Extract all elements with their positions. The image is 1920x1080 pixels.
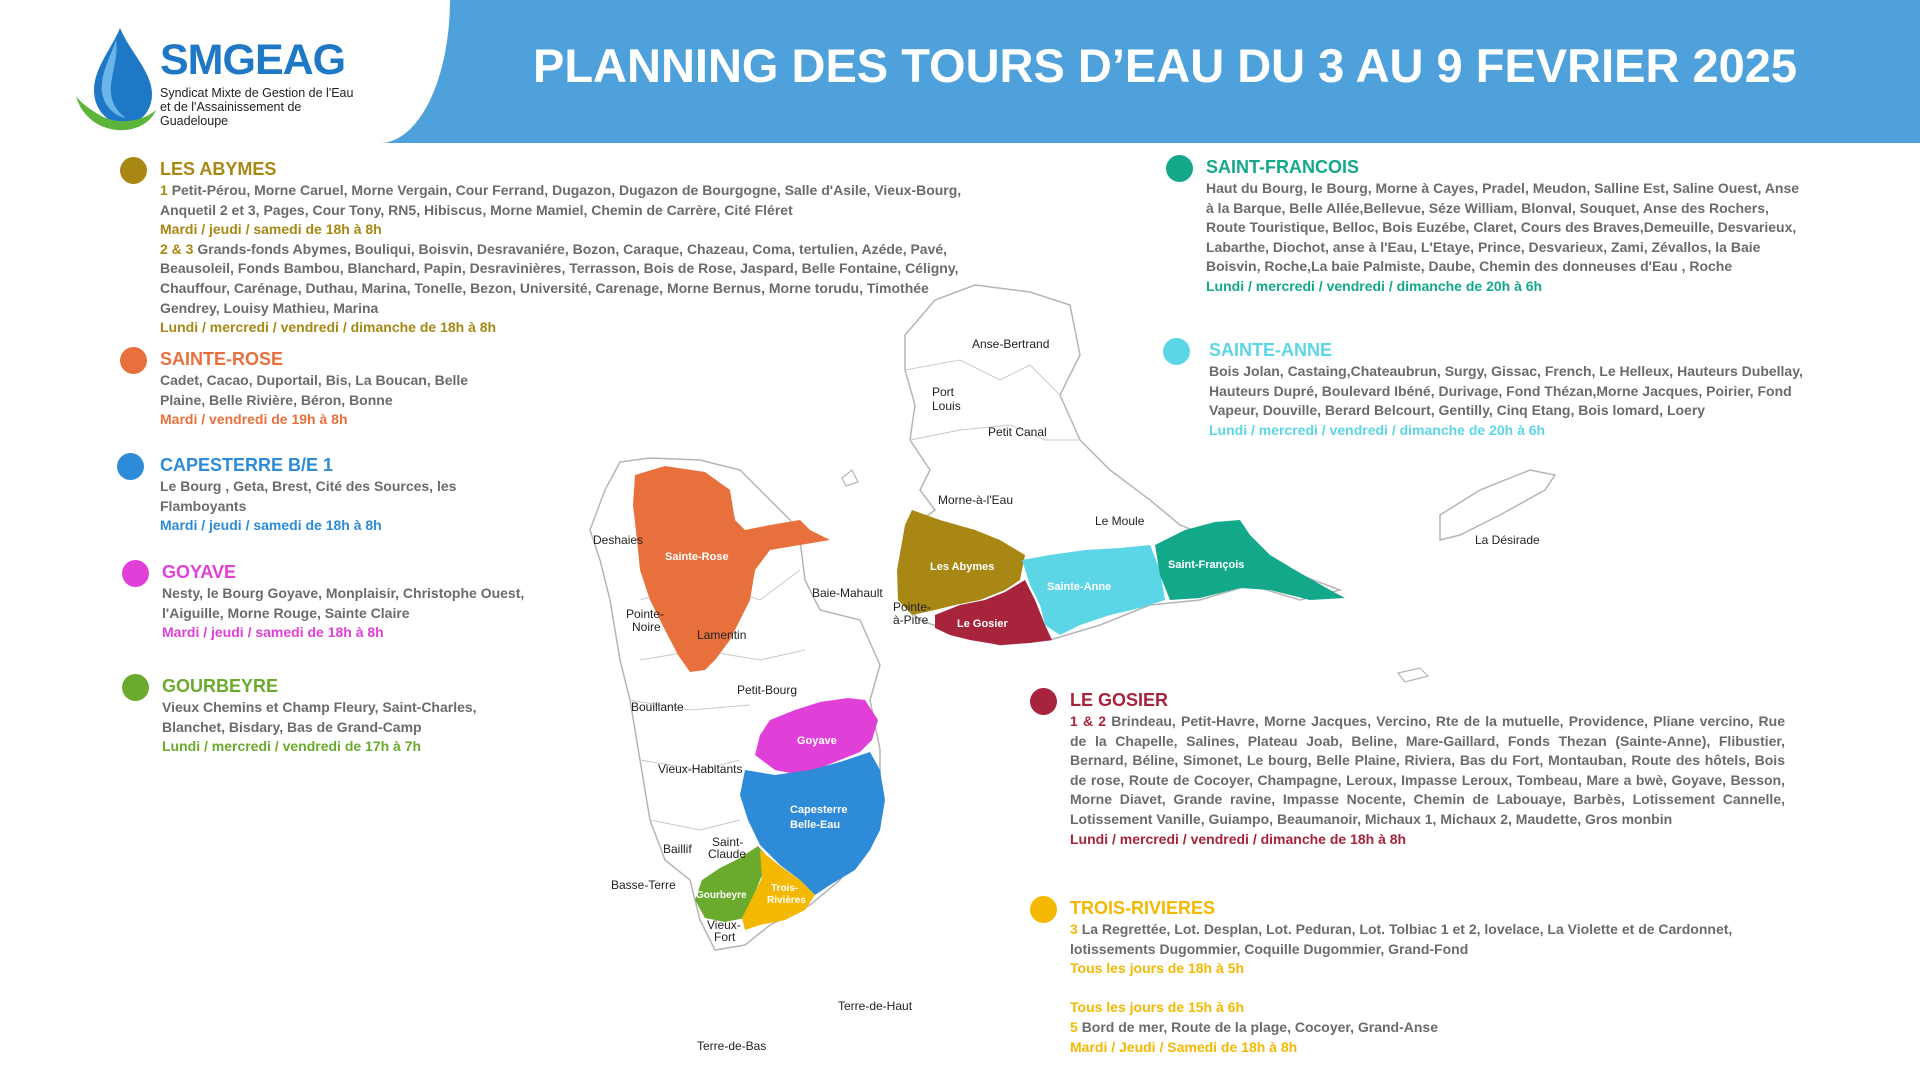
saint-francois-title: SAINT-FRANCOIS [1206, 157, 1359, 177]
sainte-rose-title: SAINTE-ROSE [160, 349, 284, 369]
capesterre-title: CAPESTERRE B/E 1 [160, 455, 334, 475]
les-abymes-bullet-icon [120, 157, 147, 184]
zone-label-capesterre: Belle-Eau [790, 819, 841, 831]
place-label: Lamentin [697, 628, 747, 642]
place-label: Vieux- [707, 918, 741, 932]
place-label: à-Pitre [893, 613, 929, 627]
place-label: La Désirade [1475, 533, 1540, 547]
zone-label-capesterre: Capesterre [790, 804, 848, 816]
place-label: Baie-Mahault [812, 586, 883, 600]
place-label: Morne-à-l'Eau [938, 493, 1013, 507]
group-schedule: Mardi / jeudi / samedi de 18h à 8h [160, 221, 382, 238]
group-number: 3 [1070, 921, 1078, 937]
goyave-bullet-icon [122, 560, 149, 587]
place-label: Saint- [712, 835, 744, 849]
les-abymes-title: LES ABYMES [160, 159, 277, 179]
schedule: Mardi / vendredi de 19h à 8h [160, 411, 348, 428]
schedule: Lundi / mercredi / vendredi de 17h à 7h [162, 738, 422, 755]
areas: Le Bourg , Geta, Brest, Cité des Sources, les Flamboyants [160, 478, 457, 514]
capesterre-bullet-icon [117, 453, 144, 480]
place-label: Terre-de-Haut [838, 999, 913, 1013]
brand-name: SMGEAG [160, 36, 346, 84]
group-schedule: Tous les jours de 15h à 6h [1070, 999, 1245, 1016]
areas: Cadet, Cacao, Duportail, Bis, La Boucan, Belle Plaine, Belle Rivière, Béron, Bonne [160, 372, 469, 408]
sainte-rose-body [160, 371, 480, 430]
group-number: 1 [160, 182, 168, 198]
group-number: 2 & 3 [160, 240, 194, 257]
saint-francois-bullet-icon [1166, 155, 1193, 182]
group-schedule: Tous les jours de 18h à 5h [1070, 960, 1245, 977]
page-title: PLANNING DES TOURS D’EAU DU 3 AU 9 FEVRIER 2025 [533, 39, 1798, 92]
place-label: Basse-Terre [611, 878, 676, 892]
place-label: Bouillante [631, 700, 684, 714]
brand-subtitle: Syndicat Mixte de Gestion de l'Eau et de l'Assainissement de Guadeloupe [160, 86, 354, 128]
group-areas: La Regrettée, Lot. Desplan, Lot. Peduran, Lot. Tolbiac 1 et 2, lovelace, La Violette et de Cardonnet, lotissements Dugommier, Coquille Dugommier, Grand-Fond [1070, 921, 1733, 957]
place-label: Claude [708, 847, 747, 861]
schedule: Mardi / jeudi / samedi de 18h à 8h [162, 624, 384, 641]
group-areas: Petit-Pérou, Morne Caruel, Morne Vergain, Cour Ferrand, Dugazon, Dugazon de Bourgogne, Salle d'Asile, Vieux-Bourg, Anquetil 2 et 3, Pages, Cour Tony, RN5, Hibiscus, Morne Mamiel, Chemin de Carrère, Cité Fléret [160, 182, 962, 218]
place-label: Petit-Bourg [737, 683, 798, 697]
place-label: Fort [714, 930, 736, 944]
goyave-title: GOYAVE [162, 562, 237, 582]
group-areas: Bord de mer, Route de la plage, Cocoyer, Grand-Anse [1081, 1018, 1438, 1035]
schedule: Lundi / mercredi / vendredi / dimanche de 18h à 8h [1070, 830, 1407, 847]
group-number: 1 & 2 [1070, 713, 1107, 729]
group-areas: Grands-fonds Abymes, Bouliqui, Boisvin, Desravaniére, Bozon, Caraque, Chazeau, Coma, tertulien, Azéde, Pavé, Beausoleil, Fonds Bambou, Blanchard, Papin, Desravinières, Terrasson, Bois de Rose, Jaspard, Belle Fontaine, Céligny, Chauffour, Carénage, Duthau, Marina, Tonelle, Bezon, Université, Carenage, Morne Bernus, Morne torudu, Timothée Gendrey, Louisy Mathieu, Marina [160, 240, 959, 316]
zone-label-sainte-rose: Sainte-Rose [665, 551, 729, 563]
trois-rivieres-title: TROIS-RIVIERES [1070, 898, 1216, 918]
areas: Nesty, le Bourg Goyave, Monplaisir, Christophe Ouest, l'Aiguille, Morne Rouge, Sainte Claire [162, 585, 525, 621]
logo-area [0, 0, 450, 143]
zone-label-les-abymes: Les Abymes [930, 561, 995, 573]
zone-label-sainte-anne: Sainte-Anne [1047, 581, 1112, 593]
place-label: Louis [932, 399, 961, 413]
le-gosier-title: LE GOSIER [1070, 690, 1169, 710]
areas: Brindeau, Petit-Havre, Morne Jacques, Vercino, Rte de la mutuelle, Providence, Pliane vercino, Rue de la Chapelle, Salines, Plateau Joab, Beline, Mare-Gaillard, Fonds Thezan (Sainte-Anne), Flibustier, Bernard, Béline, Simonet, Le bourg, Belle Plaine, Riviera, Bas du Fort, Montauban, Route des hôtels, Bois de rose, Route de Cocoyer, Champagne, Leroux, Impasse Leroux, Tombeau, Mare a bwè, Goyave, Besson, Morne Diavet, Grande ravine, Impasse Nocente, Chemin de Labouaye, Barbès, Lotissement Cannelle, Lotissement Vanille, Guiampo, Beaumanoir, Michaux 1, Michaux 2, Maudette, Gros monbin [1070, 713, 1785, 827]
gourbeyre-title: GOURBEYRE [162, 676, 279, 696]
gourbeyre-bullet-icon [122, 674, 149, 701]
zone-label-gourbeyre: Gourbeyre [696, 890, 747, 901]
group-schedule: Lundi / mercredi / vendredi / dimanche de 18h à 8h [160, 319, 497, 336]
place-label: Port [932, 385, 955, 399]
capesterre-body [160, 477, 480, 536]
schedule: Lundi / mercredi / vendredi / dimanche de 20h à 6h [1209, 421, 1546, 438]
group-number: 5 [1070, 1018, 1078, 1035]
areas: Vieux Chemins et Champ Fleury, Saint-Charles, Blanchet, Bisdary, Bas de Grand-Camp [162, 699, 477, 735]
islet-outline [842, 470, 858, 486]
zone-label-trois-rivieres: Trois- [771, 883, 799, 894]
schedule: Lundi / mercredi / vendredi / dimanche de 20h à 6h [1206, 277, 1543, 294]
areas: Haut du Bourg, le Bourg, Morne à Cayes, Pradel, Meudon, Salline Est, Saline Ouest, Anse à la Barque, Belle Allée,Bellevue, Séze William, Blonval, Souquet, Anse des Rochers, Route Touristique, Belloc, Bois Euzébe, Claret, Cours des Braves,Demeuille, Desvarieux, Labarthe, Diochot, anse à l'Eau, L'Etaye, Prince, Desvarieux, Zami, Zévallos, la Baie Boisvin, Roche,La baie Palmiste, Daube, Chemin des donneuses d'Eau , Roche [1206, 180, 1800, 275]
place-label: Deshaies [593, 533, 644, 547]
place-label: Terre-de-Bas [697, 1039, 767, 1053]
sainte-rose-bullet-icon [120, 347, 147, 374]
schedule: Mardi / jeudi / samedi de 18h à 8h [160, 517, 382, 534]
place-label: Le Moule [1095, 514, 1145, 528]
areas: Bois Jolan, Castaing,Chateaubrun, Surgy, Gissac, French, Le Helleux, Hauteurs Dubellay, Hauteurs Dupré, Boulevard Ibéné, Durivage, Fond Thézan,Morne Jacques, Poirier, Fond Vapeur, Douville, Berard Belcourt, Gentilly, Cinq Etang, Bois lomard, Loery [1209, 363, 1803, 419]
zone-label-le-gosier: Le Gosier [957, 618, 1008, 630]
zone-label-goyave: Goyave [797, 735, 837, 747]
sainte-anne-title: SAINTE-ANNE [1209, 340, 1333, 360]
zone-label-trois-rivieres: Rivières [767, 895, 806, 906]
saint-francois-body [1206, 179, 1806, 297]
place-label: Vieux-Habitants [658, 762, 743, 776]
place-label: Pointe- [893, 600, 932, 614]
place-label: Baillif [663, 842, 692, 856]
gourbeyre-body [162, 698, 532, 757]
goyave-body [162, 584, 577, 643]
place-label: Petit Canal [988, 425, 1047, 439]
place-label: Noire [632, 620, 661, 634]
place-label: Pointe- [626, 607, 665, 621]
zone-label-saint-francois: Saint-François [1168, 559, 1245, 571]
water-drop-logo-icon [72, 26, 158, 134]
islet-outline [1398, 668, 1428, 682]
group-schedule: Mardi / Jeudi / Samedi de 18h à 8h [1070, 1038, 1298, 1055]
la-desirade-outline [1440, 470, 1555, 540]
place-label: Anse-Bertrand [972, 337, 1050, 351]
